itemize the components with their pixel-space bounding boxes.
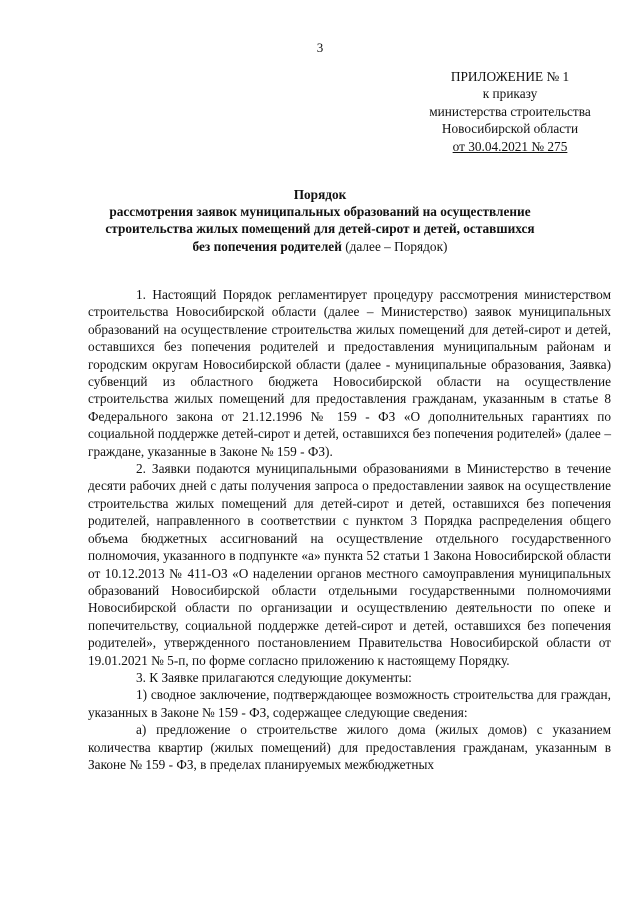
paragraph-2: 2. Заявки подаются муниципальными образованиями в Министерство в течение десяти рабочих дней с даты получения запроса о предоставлении заявок на осуществление строительства жилых помещений для детей-сирот и детей, оставшихся без попечения родителей, направленного в соответствии с пунктом 3 Порядка распределения общего объема бюджетных ассигнований на осуществление отдельного государственного полномочия, указанного в подпункте «а» пункта 52 статьи 1 Закона Новосибирской области от 10.12.2013 № 411-ОЗ «О наделении органов местного самоуправления муниципальных образований Новосибирской области отдельными государственными полномочиями Новосибирской области по организации и осуществлению деятельности по опеке и попечительству, социальной поддержке детей-сирот и детей, оставшихся без попечения родителей», утвержденного постановлением Правительства Новосибирской области от 19.01.2021 № 5-п, по форме согласно приложению к настоящему Порядку.: [88, 461, 611, 668]
document-title: [100, 186, 540, 255]
page-number: 3: [316, 40, 324, 55]
appendix-title: ПРИЛОЖЕНИЕ № 1: [450, 69, 570, 84]
paragraph-4: 1) сводное заключение, подтверждающее возможность строительства для граждан, указанных в Законе № 159 - ФЗ, содержащее следующие сведения:: [88, 687, 611, 720]
title-suffix: (далее – Порядок): [345, 238, 448, 254]
appendix-ministry: министерства строительства: [429, 103, 591, 119]
document-body: [88, 286, 611, 773]
appendix-order-ref: к приказу: [482, 86, 538, 102]
title-heading: Порядок: [293, 187, 347, 202]
appendix-region: Новосибирской области: [441, 121, 579, 137]
paragraph-5: а) предложение о строительстве жилого дома (жилых домов) с указанием количества квартир (жилых помещений) для предоставления гражданам, указанным в Законе № 159 - ФЗ, в пределах планируемых межбюджетных: [88, 722, 611, 772]
appendix-order-date: от 30.04.2021 № 275: [452, 138, 568, 154]
appendix-header: [400, 68, 620, 155]
title-bold-text: рассмотрения заявок муниципальных образований на осуществление строительства жилых помещений для детей-сирот и детей, оставшихся без попечения родителей: [105, 204, 535, 254]
paragraph-3: 3. К Заявке прилагаются следующие документы:: [136, 669, 412, 685]
paragraph-1: 1. Настоящий Порядок регламентирует процедуру рассмотрения министерством строительства Новосибирской области (далее – Министерство) заявок муниципальных образований на осуществление строительства жилых помещений для детей-сирот и детей, оставшихся без попечения родителей и предоставления муниципальным районам и городским округам Новосибирской области (далее - муниципальные образования, Заявка) субвенций из областного бюджета Новосибирской области на осуществление строительства жилых помещений для предоставления гражданам, указанным в статье 8 Федерального закона от 21.12.1996 № 159 - ФЗ «О дополнительных гарантиях по социальной поддержке детей-сирот и детей, оставшихся без попечения родителей» (далее – граждане, указанные в Законе № 159 - ФЗ).: [88, 287, 611, 459]
